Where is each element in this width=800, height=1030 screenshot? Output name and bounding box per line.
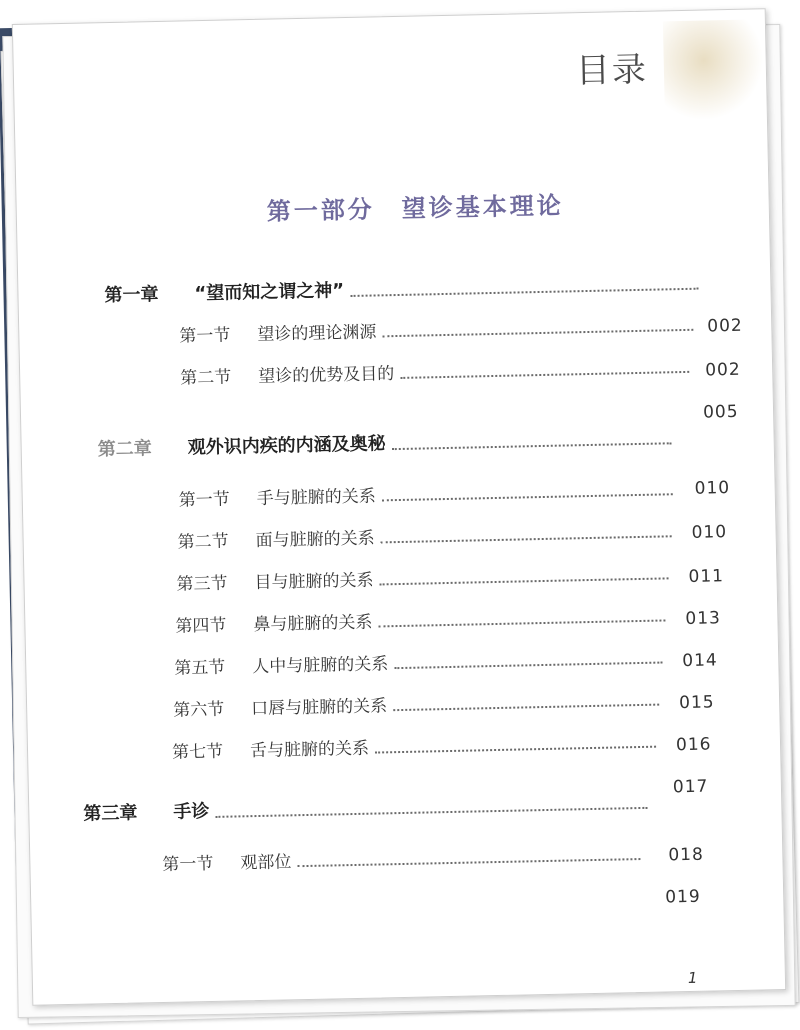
page-number: 011: [688, 566, 725, 587]
toc-entry-section[interactable]: [175, 601, 671, 636]
section-title: 望诊的理论渊源: [257, 322, 377, 345]
toc-entry-section[interactable]: [177, 517, 677, 552]
toc-entry-chapter-2[interactable]: [97, 423, 677, 461]
page-number: 013: [685, 608, 722, 630]
section-number: 第一节: [178, 489, 231, 511]
section-title: 口唇与脏腑的关系: [250, 696, 388, 720]
section-title: 面与脏腑的关系: [255, 528, 375, 552]
section-title: 人中与脏腑的关系: [252, 654, 389, 678]
leader-dots: [400, 370, 689, 379]
toc-entry-chapter-1[interactable]: [104, 269, 704, 308]
page-number: 015: [678, 692, 715, 714]
section-number: 第三节: [176, 573, 228, 595]
section-title: 目与脏腑的关系: [254, 570, 374, 594]
leader-dots: [380, 576, 669, 585]
section-number: 第六节: [173, 699, 225, 721]
page-number: 016: [675, 734, 712, 756]
leader-dots: [215, 806, 647, 818]
toc-page: [12, 8, 786, 1006]
chapter-number: 第二章: [97, 438, 152, 461]
section-number: 第二节: [177, 531, 229, 553]
toc-entry-section[interactable]: [180, 353, 695, 389]
section-number: 第一节: [179, 325, 231, 347]
chapter-title: 观外识内疾的内涵及奥秘: [187, 433, 386, 459]
section-number: 第四节: [175, 615, 227, 637]
toc-entry-section[interactable]: [179, 475, 679, 510]
toc-entry-section[interactable]: [174, 643, 668, 678]
leader-dots: [350, 287, 698, 297]
chapter-title: 手诊: [173, 801, 210, 823]
section-title: 手与脏腑的关系: [256, 486, 376, 509]
section-title: 观部位: [240, 852, 292, 874]
leader-dots: [297, 857, 640, 867]
toc-entry-section[interactable]: [176, 559, 674, 594]
section-number: 第七节: [171, 741, 224, 763]
toc-entry-section[interactable]: [162, 840, 646, 875]
chapter-number: 第一章: [104, 283, 159, 307]
page-number: 005: [702, 401, 739, 423]
leader-dots: [393, 703, 659, 712]
toc-entry-section[interactable]: [173, 685, 665, 720]
leader-dots: [381, 534, 672, 543]
leader-dots: [392, 441, 672, 450]
part-title: 第一部分 望诊基本理论: [266, 191, 565, 226]
page-number: 019: [665, 886, 701, 908]
section-title: 舌与脏腑的关系: [249, 738, 370, 762]
chapter-number: 第三章: [83, 802, 138, 825]
page-number: 002: [705, 359, 741, 381]
leader-dots: [378, 618, 665, 627]
page-number: 002: [707, 315, 743, 337]
leader-dots: [375, 745, 656, 754]
leader-dots: [382, 328, 693, 338]
toc-entry-section[interactable]: [179, 311, 699, 347]
toc-entry-chapter-3[interactable]: [83, 788, 653, 826]
page-number: 018: [668, 844, 705, 866]
page-number: 010: [691, 522, 728, 543]
toc-entry-section[interactable]: [172, 728, 662, 763]
page-number: 017: [672, 776, 709, 798]
page-number: 014: [682, 650, 718, 672]
decorative-sparkle: [663, 19, 765, 121]
folio-number: 1: [687, 968, 698, 988]
section-title: 望诊的优势及目的: [258, 364, 395, 387]
section-title: 鼻与脏腑的关系: [253, 612, 373, 636]
section-number: 第五节: [174, 657, 226, 679]
page-number: 010: [694, 478, 731, 499]
leader-dots: [382, 492, 673, 501]
chapter-title: “望而知之谓之神”: [194, 280, 345, 305]
toc-title: 目录: [575, 49, 649, 92]
section-number: 第一节: [162, 853, 214, 876]
section-number: 第二节: [180, 367, 232, 389]
leader-dots: [394, 661, 662, 670]
